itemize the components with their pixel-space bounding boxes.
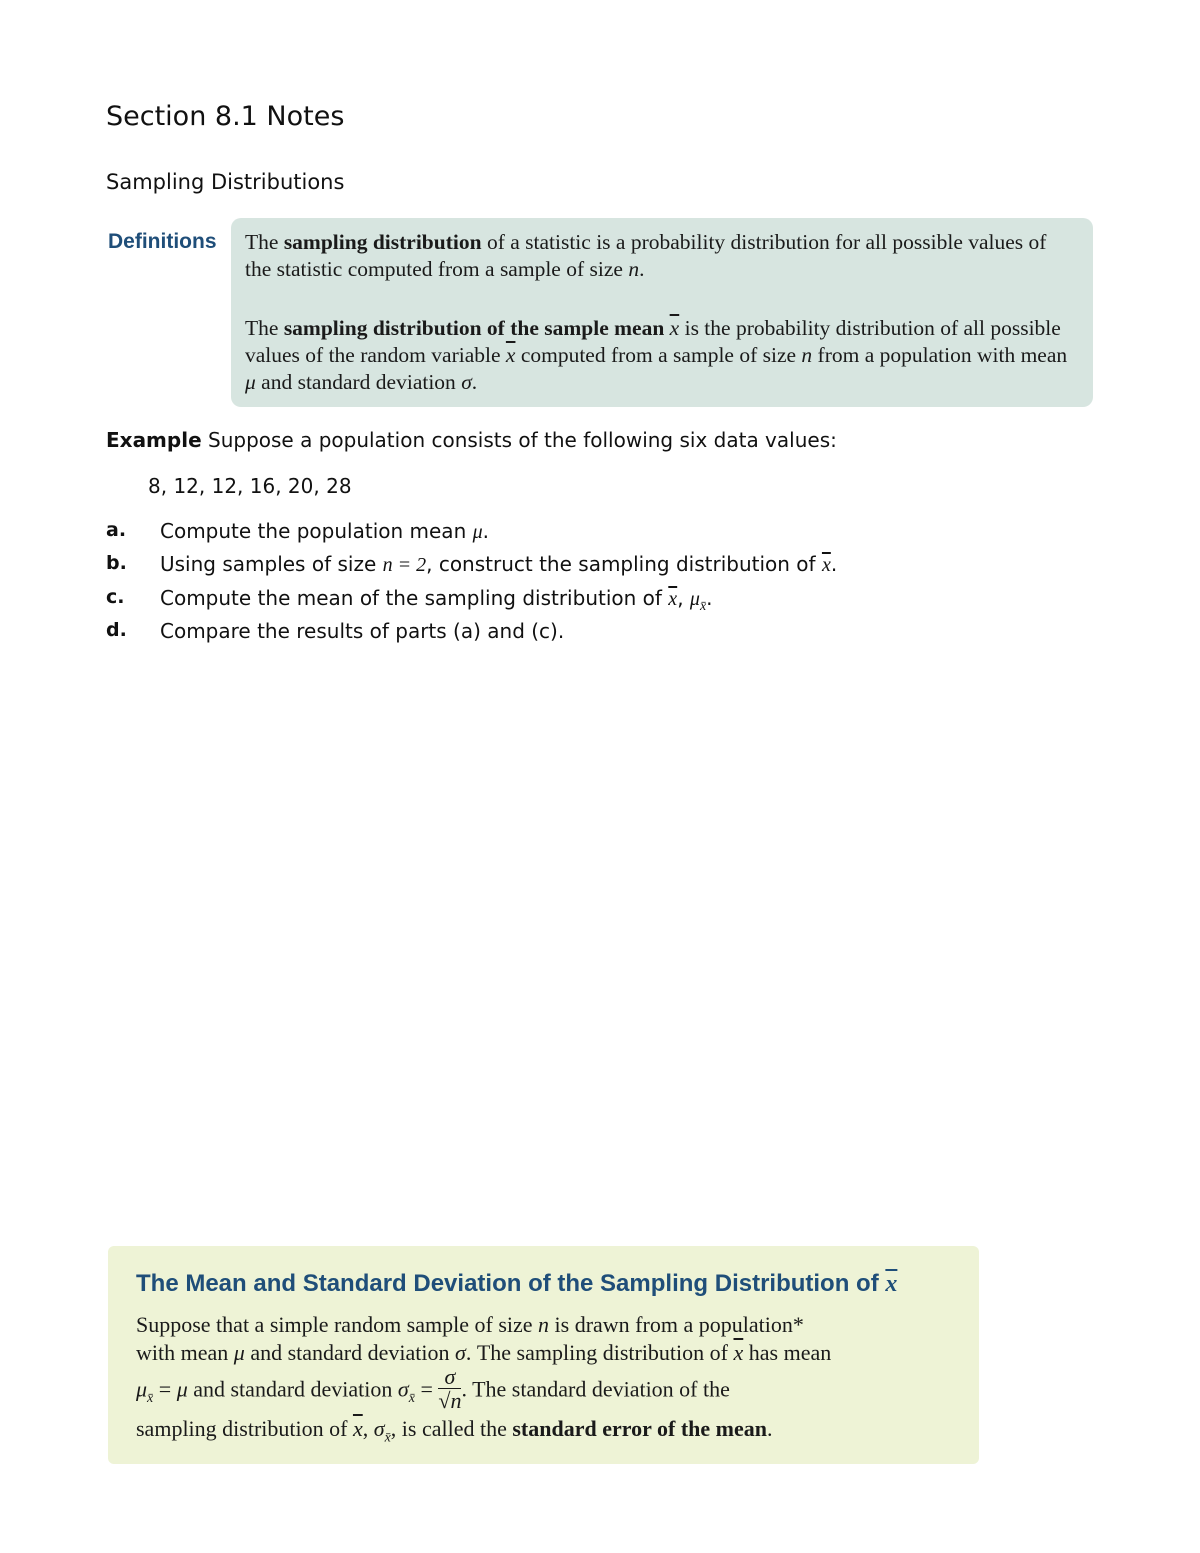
theorem-l4-term: standard error of the mean xyxy=(512,1416,767,1441)
theorem-l2-pre: with mean xyxy=(136,1340,234,1365)
theorem-l2-post: has mean xyxy=(743,1340,832,1365)
definition-sampling-distribution-mean xyxy=(245,315,1075,396)
def2-end: . xyxy=(471,370,478,394)
theorem-l3-mid: and standard deviation xyxy=(187,1376,398,1402)
item-a xyxy=(160,519,489,544)
theorem-title xyxy=(136,1270,897,1298)
item-b-xbar: $\overline{x}$ xyxy=(821,554,831,576)
def1-var-n: n xyxy=(628,257,640,281)
def2-text-pre: The xyxy=(245,316,284,340)
theorem-l2-sigma: σ xyxy=(454,1340,466,1365)
theorem-l4-sigma: σ xyxy=(373,1416,385,1441)
theorem-l4-sub: x̄ xyxy=(384,1430,391,1446)
fraction-denominator: √n xyxy=(438,1388,462,1413)
def2-mu: μ xyxy=(245,370,256,394)
theorem-l3-mu: μ xyxy=(136,1376,148,1402)
example-label: Example xyxy=(106,428,202,452)
theorem-l3-eq2: = xyxy=(414,1376,439,1402)
theorem-l3-mu2: μ xyxy=(176,1376,188,1402)
def2-xbar: $\overline{x}$ xyxy=(669,316,680,340)
def1-term: sampling distribution xyxy=(283,230,482,254)
theorem-l1-pre: Suppose that a simple random sample of size xyxy=(136,1312,539,1337)
def2-var-n: n xyxy=(801,343,813,367)
item-a-text: Compute the population mean xyxy=(160,519,473,543)
section-subtitle: Sampling Distributions xyxy=(106,170,345,194)
theorem-l4-end: . xyxy=(766,1416,773,1441)
item-d: Compare the results of parts (a) and (c). xyxy=(160,619,565,643)
item-b xyxy=(160,552,837,577)
item-c-mu: μ xyxy=(689,588,700,610)
theorem-line-1 xyxy=(136,1312,926,1338)
theorem-l3-sub2: x̄ xyxy=(408,1390,415,1406)
def2-text-3: from a population with mean xyxy=(812,343,1068,367)
item-b-text: Using samples of size xyxy=(160,552,383,576)
theorem-l3-sub: x̄ xyxy=(147,1390,154,1406)
definitions-label: Definitions xyxy=(108,230,217,253)
theorem-line-4 xyxy=(136,1416,926,1446)
def2-text-4: and standard deviation xyxy=(255,370,462,394)
item-b-math: n = 2 xyxy=(382,554,427,576)
item-b-end: . xyxy=(830,552,838,576)
theorem-l4-mid: , is called the xyxy=(390,1416,513,1441)
theorem-l4-comma: , xyxy=(362,1416,374,1441)
fraction-numerator: σ xyxy=(438,1366,461,1389)
def2-text-1: is the probability distribution of all possible values of the random variable xyxy=(245,316,1061,367)
theorem-title-text: The Mean and Standard Deviation of the Sampling Distribution of xyxy=(136,1270,886,1297)
theorem-l2-mid2: . The sampling distribution of xyxy=(465,1340,734,1365)
theorem-l3-post: . The standard deviation of the xyxy=(461,1376,730,1402)
item-c-xbar: $\overline{x}$ xyxy=(668,588,678,610)
theorem-l2-xbar: $\overline{x}$ xyxy=(733,1340,744,1365)
std-error-fraction xyxy=(438,1366,461,1413)
data-values: 8, 12, 12, 16, 20, 28 xyxy=(148,474,352,498)
theorem-l2-mu: μ xyxy=(233,1340,245,1365)
def2-sigma: σ xyxy=(461,370,472,394)
item-letter-c: c. xyxy=(106,586,125,608)
theorem-l4-xbar: $\overline{x}$ xyxy=(352,1416,363,1441)
item-a-end: . xyxy=(482,519,490,543)
theorem-l1-post: is drawn from a population* xyxy=(549,1312,804,1337)
theorem-l3-eq: = xyxy=(153,1376,177,1402)
definitions-box xyxy=(231,218,1093,407)
item-c xyxy=(160,586,713,615)
item-letter-b: b. xyxy=(106,552,127,574)
def2-term: sampling distribution of the sample mean xyxy=(283,316,665,340)
theorem-box xyxy=(108,1246,979,1464)
theorem-line-2 xyxy=(136,1340,926,1366)
item-c-sub: x̄ xyxy=(699,599,707,614)
definition-sampling-distribution xyxy=(245,229,1075,283)
item-a-mu: μ xyxy=(472,521,483,543)
item-letter-d: d. xyxy=(106,619,127,641)
theorem-line-3 xyxy=(136,1364,926,1415)
def2-text-2: computed from a sample of size xyxy=(515,343,802,367)
page-title: Section 8.1 Notes xyxy=(106,101,345,132)
theorem-l3-sigma: σ xyxy=(397,1376,409,1402)
def1-end: . xyxy=(639,257,645,281)
item-letter-a: a. xyxy=(106,519,127,541)
def1-text: of a statistic is a probability distribution for all possible values of the statistic computed from a sample of size xyxy=(245,230,1047,281)
theorem-l1-n: n xyxy=(538,1312,550,1337)
item-c-text: Compute the mean of the sampling distribution of xyxy=(160,586,669,610)
example-intro xyxy=(106,428,837,452)
item-c-comma: , xyxy=(677,586,690,610)
def1-text-pre: The xyxy=(245,230,284,254)
item-b-text-2: , construct the sampling distribution of xyxy=(426,552,822,576)
item-c-end: . xyxy=(706,586,713,610)
theorem-l2-mid: and standard deviation xyxy=(244,1340,455,1365)
theorem-l4-pre: sampling distribution of xyxy=(136,1416,353,1441)
theorem-title-xbar: $\overline{x}$ xyxy=(885,1271,898,1297)
example-text: Suppose a population consists of the following six data values: xyxy=(201,428,837,452)
def2-xbar-2: $\overline{x}$ xyxy=(505,343,516,367)
